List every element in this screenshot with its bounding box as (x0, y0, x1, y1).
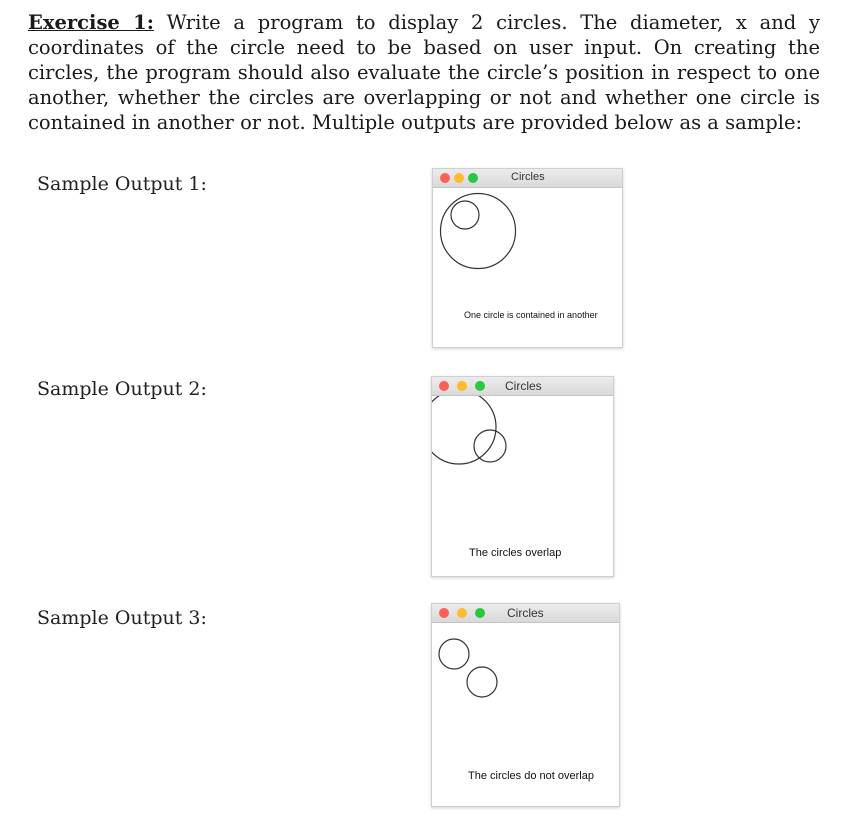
sample-window-3 (431, 603, 620, 807)
small-circle (474, 430, 506, 462)
sample-output-1-label: Sample Output 1: (37, 173, 207, 195)
exercise-paragraph (28, 10, 820, 135)
small-circle (451, 201, 479, 229)
window-title: Circles (511, 171, 545, 183)
exercise-body: Write a program to display 2 circles. The diameter, x and y coordinates of the circle need to be based on user input. On creating the circles, the program should also evaluate the circle’s position in respect to one another, whether the circles are overlapping or not and whether one circle is contained in another or not. Multiple outputs are provided below as a sample: (28, 11, 820, 134)
window-title: Circles (505, 379, 542, 393)
exercise-heading: Exercise 1: (28, 11, 154, 34)
circles-canvas (433, 169, 622, 347)
sample-output-3-label: Sample Output 3: (37, 607, 207, 629)
window-title: Circles (507, 606, 544, 620)
sample-output-2-label: Sample Output 2: (37, 378, 207, 400)
large-circle (441, 194, 516, 269)
sample-window-1 (432, 168, 623, 348)
second-circle (467, 667, 497, 697)
large-circle (432, 390, 496, 464)
first-circle (439, 639, 469, 669)
status-message: One circle is contained in another (464, 310, 598, 320)
sample-window-2 (431, 376, 614, 577)
status-message: The circles do not overlap (468, 770, 594, 782)
status-message: The circles overlap (469, 547, 562, 559)
